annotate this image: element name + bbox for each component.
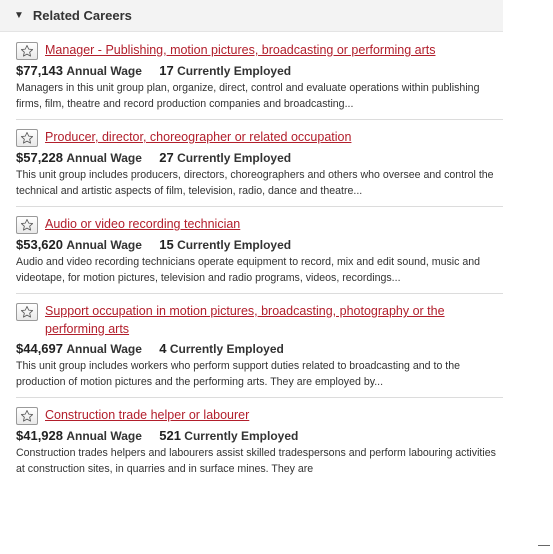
employed-label: Currently Employed <box>177 151 292 165</box>
annual-wage-value: $53,620 <box>16 237 63 252</box>
career-description: This unit group includes workers who perform support duties related to broadcasting and to the production of motion pictures and the performing arts. They are employed by... <box>16 360 461 388</box>
section-title: Related Careers <box>32 8 132 23</box>
scroll-indicator <box>538 545 550 546</box>
career-item <box>16 406 503 484</box>
employed-count: 521 <box>159 428 181 443</box>
career-stats <box>16 428 503 444</box>
career-item <box>16 41 503 120</box>
career-description: Construction trades helpers and labourers assist skilled tradespersons and perform labouring activities at construction sites, in quarries and in surface mines. They are <box>16 447 496 475</box>
employed-label: Currently Employed <box>169 342 284 356</box>
career-description: Audio and video recording technicians operate equipment to record, mix and edit sound, music and videotape, for motion pictures, television and radio programs, videos, recordings... <box>16 256 481 284</box>
career-stats <box>16 150 503 166</box>
annual-wage-label: Annual Wage <box>66 151 142 165</box>
employed-count: 4 <box>159 341 167 356</box>
career-item <box>16 302 503 398</box>
career-title-link[interactable]: Construction trade helper or labourer <box>45 408 250 422</box>
annual-wage-value: $41,928 <box>16 428 63 443</box>
career-stats <box>16 237 503 253</box>
annual-wage-label: Annual Wage <box>66 238 142 252</box>
employed-count: 15 <box>159 237 174 252</box>
collapse-triangle-icon[interactable]: ▼ <box>14 10 24 21</box>
employed-label: Currently Employed <box>177 64 292 78</box>
career-list <box>0 32 503 484</box>
star-outline-icon <box>20 305 34 319</box>
career-item <box>16 215 503 294</box>
star-outline-icon <box>20 44 34 58</box>
favorite-star-button[interactable] <box>16 129 38 147</box>
star-outline-icon <box>20 409 34 423</box>
career-title-link[interactable]: Support occupation in motion pictures, broadcasting, photography or the performing arts <box>45 304 445 336</box>
annual-wage-value: $77,143 <box>16 63 63 78</box>
career-title-link[interactable]: Audio or video recording technician <box>45 217 241 231</box>
career-description: This unit group includes producers, directors, choreographers and others who oversee and control the technical and artistic aspects of film, television, radio, dance and theatre... <box>16 169 494 197</box>
favorite-star-button[interactable] <box>16 303 38 321</box>
employed-count: 17 <box>159 63 174 78</box>
annual-wage-label: Annual Wage <box>66 64 142 78</box>
career-title-link[interactable]: Manager - Publishing, motion pictures, broadcasting or performing arts <box>45 43 436 57</box>
career-description: Managers in this unit group plan, organize, direct, control and evaluate operations within publishing firms, film, theatre and record production companies and broadcasting... <box>16 82 480 110</box>
career-title-link[interactable]: Producer, director, choreographer or related occupation <box>45 130 352 144</box>
career-stats <box>16 341 503 357</box>
career-item <box>16 128 503 207</box>
employed-label: Currently Employed <box>184 429 299 443</box>
career-stats <box>16 63 503 79</box>
annual-wage-value: $57,228 <box>16 150 63 165</box>
favorite-star-button[interactable] <box>16 407 38 425</box>
annual-wage-label: Annual Wage <box>66 342 142 356</box>
star-outline-icon <box>20 131 34 145</box>
annual-wage-label: Annual Wage <box>66 429 142 443</box>
annual-wage-value: $44,697 <box>16 341 63 356</box>
employed-count: 27 <box>159 150 174 165</box>
favorite-star-button[interactable] <box>16 42 38 60</box>
employed-label: Currently Employed <box>177 238 292 252</box>
related-careers-header[interactable] <box>0 0 503 32</box>
star-outline-icon <box>20 218 34 232</box>
favorite-star-button[interactable] <box>16 216 38 234</box>
